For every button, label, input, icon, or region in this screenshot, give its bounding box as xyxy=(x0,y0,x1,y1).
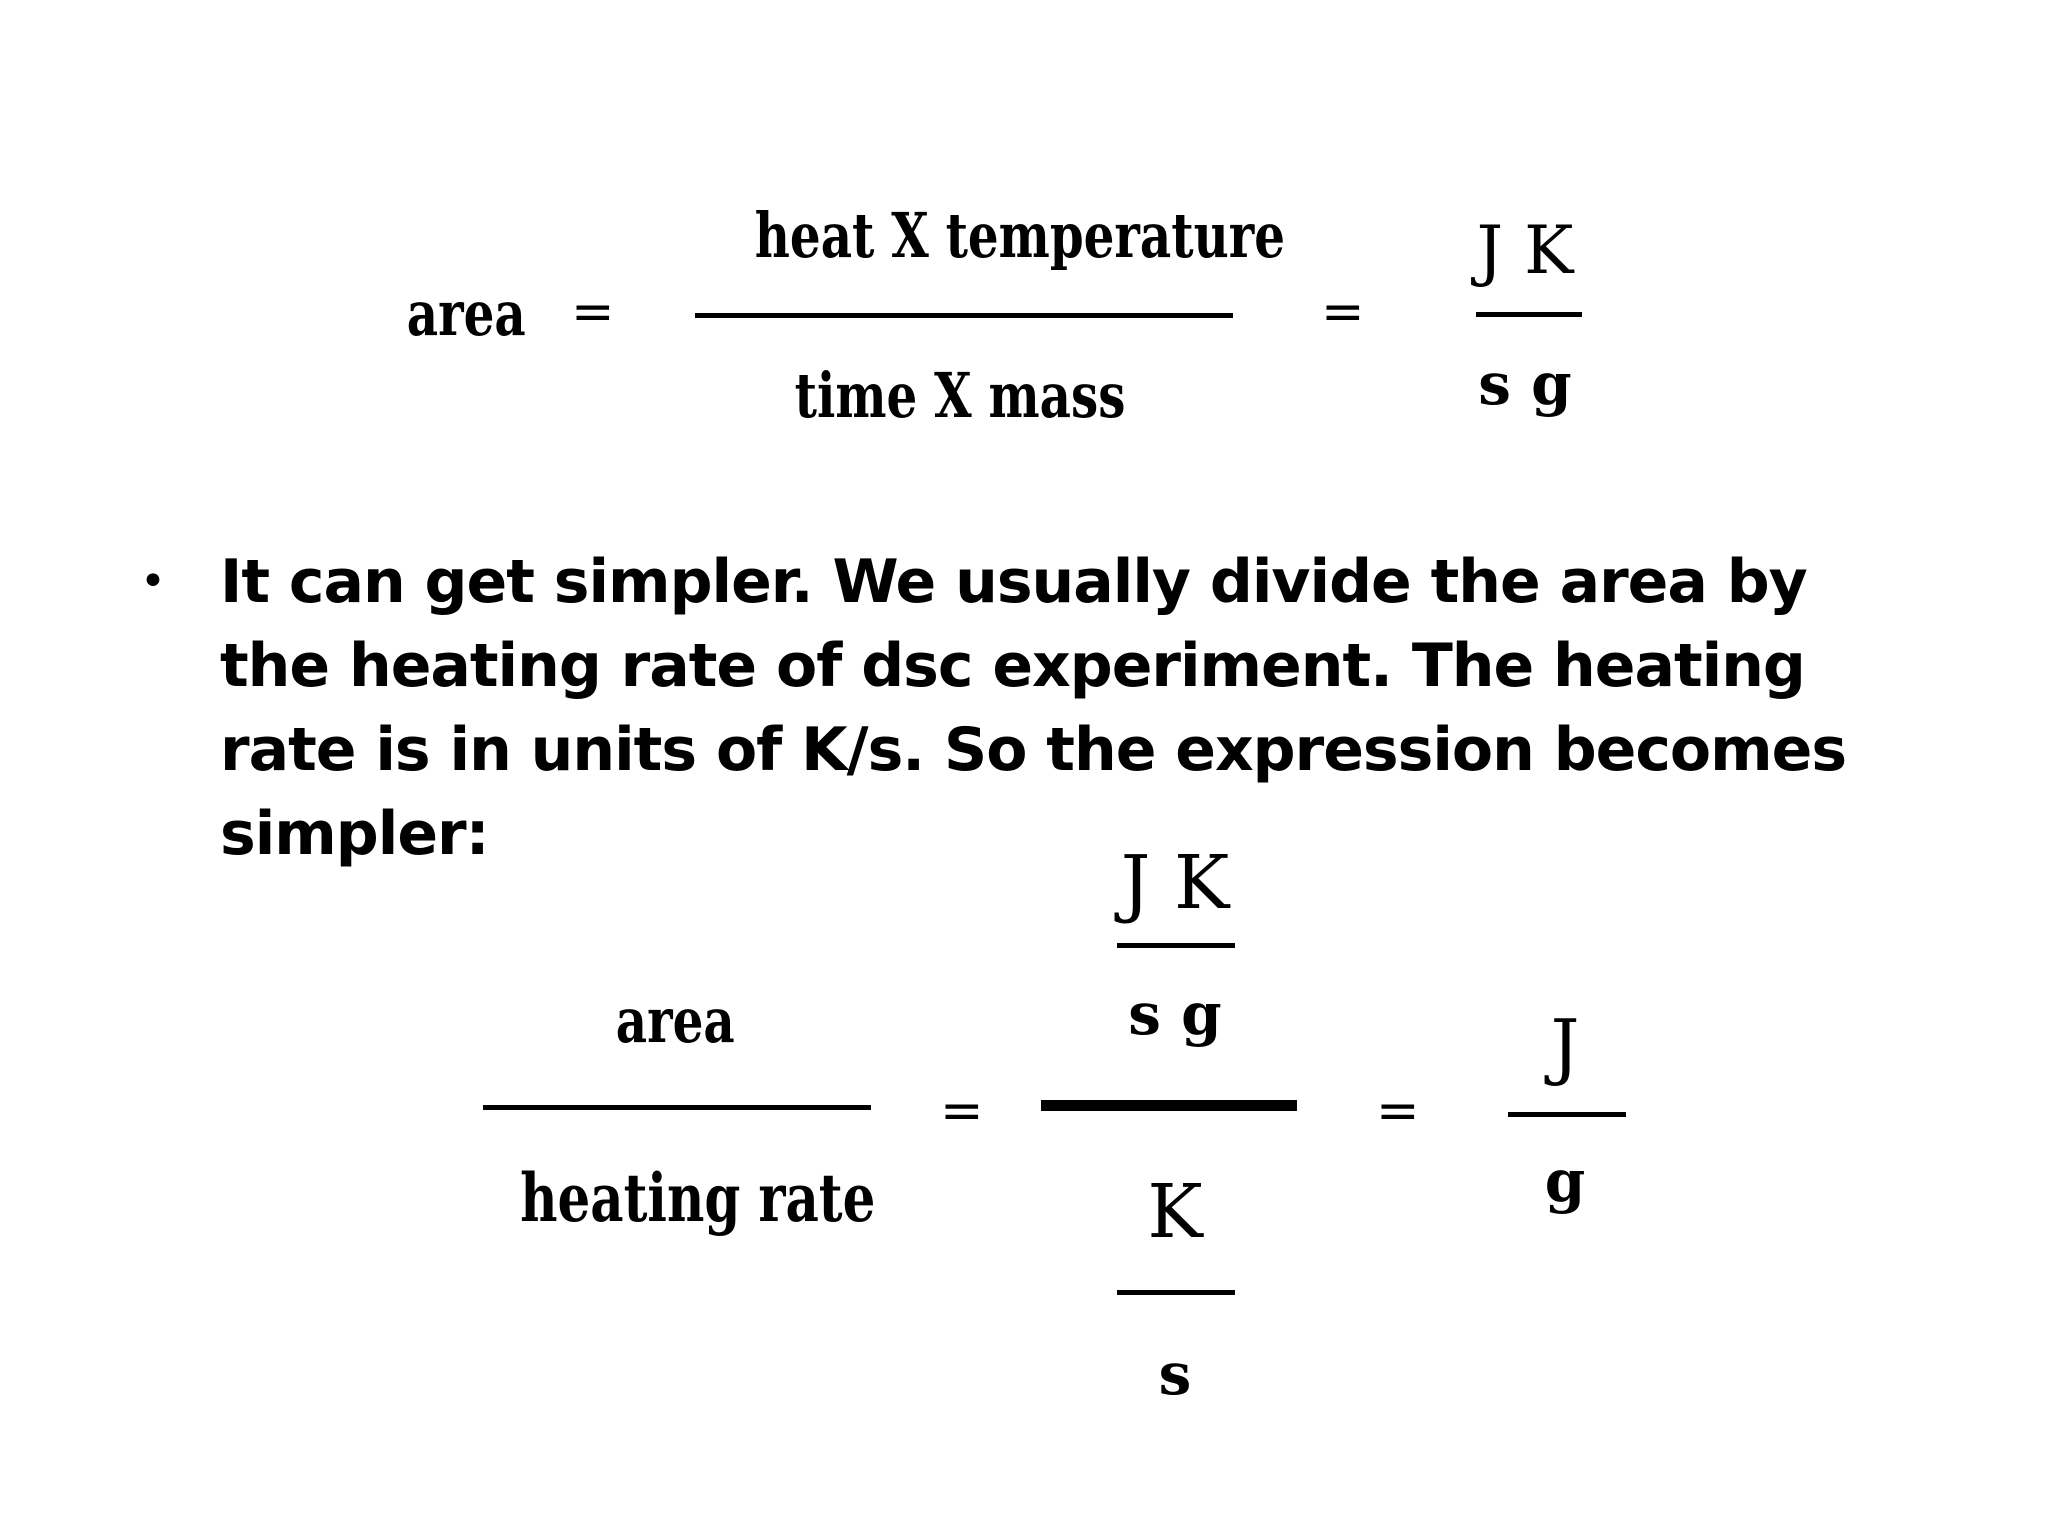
bullet-text: It can get simpler. We usually divide the area by the heating rate of dsc experiment. The heating rate is in units of K/s. So the expression becomes simpler: xyxy=(220,547,1847,869)
eq2-lhs-fraction-bar xyxy=(483,1105,871,1110)
eq1-numerator: heat X temperature xyxy=(754,199,1285,272)
eq2-mid-top-fraction-bar xyxy=(1117,943,1235,948)
eq2-equals-2: = xyxy=(1376,1081,1420,1141)
eq1-equals-1: = xyxy=(571,282,615,342)
eq2-mid-bottom-numerator: K xyxy=(1147,1169,1203,1255)
eq2-mid-top-denominator: s g xyxy=(1128,980,1222,1048)
eq1-equals-2: = xyxy=(1321,282,1365,342)
eq2-mid-bottom-fraction-bar xyxy=(1117,1290,1235,1295)
eq2-lhs-numerator: area xyxy=(615,984,735,1057)
eq1-denominator: time X mass xyxy=(794,359,1126,432)
eq1-unit-denominator: s g xyxy=(1478,350,1572,418)
eq1-unit-numerator: J K xyxy=(1476,212,1574,289)
eq2-rhs-fraction-bar xyxy=(1508,1112,1626,1117)
eq2-mid-bottom-denominator: s xyxy=(1158,1340,1192,1408)
eq2-mid-main-fraction-bar xyxy=(1041,1100,1297,1111)
eq2-lhs-denominator: heating rate xyxy=(520,1159,876,1237)
eq2-rhs-numerator: J xyxy=(1550,1004,1580,1088)
eq1-lhs: area xyxy=(406,277,526,350)
eq1-fraction-bar xyxy=(695,313,1233,318)
bullet-marker: • xyxy=(140,556,166,607)
eq2-mid-top-numerator: J K xyxy=(1120,840,1230,926)
eq1-unit-fraction-bar xyxy=(1476,312,1582,317)
eq2-equals-1: = xyxy=(940,1081,984,1141)
eq2-rhs-denominator: g xyxy=(1544,1147,1586,1215)
